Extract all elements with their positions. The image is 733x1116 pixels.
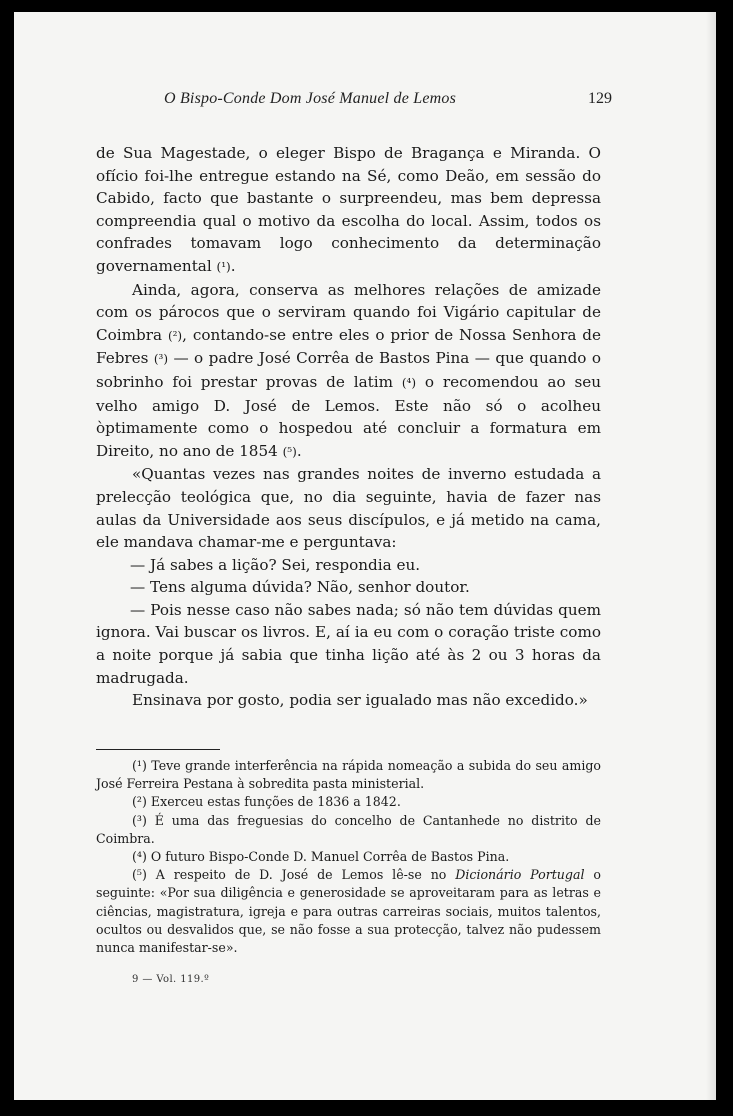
footnote-3 bbox=[96, 812, 601, 848]
dialog-line-1: — Já sabes a lição? Sei, respondia eu. bbox=[130, 555, 421, 574]
footnote-4 bbox=[96, 848, 601, 866]
footnote-mark: (⁴) bbox=[132, 849, 147, 865]
footnote-mark: (¹) bbox=[132, 758, 147, 773]
printer-signature: 9 — Vol. 119.º bbox=[132, 974, 210, 985]
footnotes bbox=[96, 757, 601, 957]
page-edge-shadow bbox=[706, 12, 716, 1100]
paragraph-text: de Sua Magestade, o eleger Bispo de Bragança e Miranda. O ofício foi-lhe entregue estando na Sé, como Deão, em sessão do Cabido, facto que bastante o surpreendeu, mas bem depressa compreendia qual o motivo da escolha do local. Assim, todos os confrades tomavam logo conhecimento da determinação governamental bbox=[96, 144, 601, 275]
book-title: Dicionário Portugal bbox=[455, 867, 585, 883]
footnote-text: o seguinte: «Por sua diligência e generosidade se aproveitaram para as letras e ciências, magistratura, igreja e para outras carreiras sociais, muitos talentos, ocultos ou desvalidos que, se não fosse a sua protecção, talvez não pudessem nunca manifestar-se». bbox=[96, 867, 601, 956]
dialog-line-2: — Tens alguma dúvida? Não, senhor doutor. bbox=[130, 578, 470, 597]
footnote-ref-2: (²) bbox=[167, 328, 183, 343]
footnote-ref-5: (⁵) bbox=[282, 444, 297, 459]
paragraph-parocos bbox=[96, 279, 601, 464]
punctuation: . bbox=[296, 441, 302, 460]
dialog-line-3: — Pois nesse caso não sabes nada; só não tem dúvidas quem ignora. Vai buscar os livros. E, aí ia eu com o coração triste como a noite porque já sabia que tinha lição até às 2 ou 3 horas da madrugada. bbox=[96, 600, 601, 687]
footnote-1 bbox=[96, 757, 601, 793]
footnote-ref-3: (³) bbox=[153, 352, 169, 367]
footnote-text: É uma das freguesias do concelho de Cantanhede no distrito de Coimbra. bbox=[96, 812, 601, 846]
running-title: O Bispo-Conde Dom José Manuel de Lemos bbox=[164, 90, 456, 107]
footnote-ref-1: (¹) bbox=[216, 259, 231, 274]
paragraph-text: — o padre José Corrêa de Bastos Pina — que quando o sobrinho foi prestar provas de latim bbox=[96, 349, 601, 391]
footnote-mark: (⁵) bbox=[132, 867, 147, 883]
main-text bbox=[96, 142, 601, 712]
footnote-ref-4: (⁴) bbox=[401, 375, 417, 390]
footnote-mark: (²) bbox=[132, 794, 147, 810]
punctuation: . bbox=[230, 256, 236, 275]
paragraph-closing: Ensinava por gosto, podia ser igualado mas não excedido.» bbox=[132, 691, 588, 710]
footnote-text: A respeito de D. José de Lemos lê-se no bbox=[155, 867, 456, 883]
paragraph-quote: «Quantas vezes nas grandes noites de inverno estudada a prelecção teológica que, no dia seguinte, havia de fazer nas aulas da Universidade aos seus discípulos, e já metido na cama, ele mandava chamar-me e perguntava: bbox=[96, 465, 601, 552]
paragraph-continuation bbox=[96, 142, 601, 279]
footnote-rule bbox=[96, 749, 220, 750]
book-page bbox=[14, 12, 716, 1100]
footnote-2 bbox=[96, 793, 601, 811]
footnote-5 bbox=[96, 866, 601, 957]
paragraph-text: Ainda, agora, conserva as melhores relações de amizade com os párocos que o serviram quando foi Vigário capitular de Coimbra bbox=[96, 280, 601, 344]
paragraph-text: o recomendou ao seu velho amigo D. José de Lemos. Este não só o acolheu òptimamente como o hospedou até concluir a formatura em Direito, no ano de 1854 bbox=[96, 372, 602, 460]
footnote-mark: (³) bbox=[132, 812, 147, 828]
footnote-text: Exerceu estas funções de 1836 a 1842. bbox=[150, 794, 401, 810]
page-number: 129 bbox=[588, 90, 612, 107]
footnote-text: O futuro Bispo-Conde D. Manuel Corrêa de Bastos Pina. bbox=[150, 849, 510, 865]
footnote-text: Teve grande interferência na rápida nomeação a subida do seu amigo José Ferreira Pestana à sobredita pasta ministerial. bbox=[96, 758, 601, 792]
page-header bbox=[164, 90, 612, 110]
paragraph-text: , contando-se entre eles o prior de Nossa Senhora de Febres bbox=[96, 325, 601, 368]
